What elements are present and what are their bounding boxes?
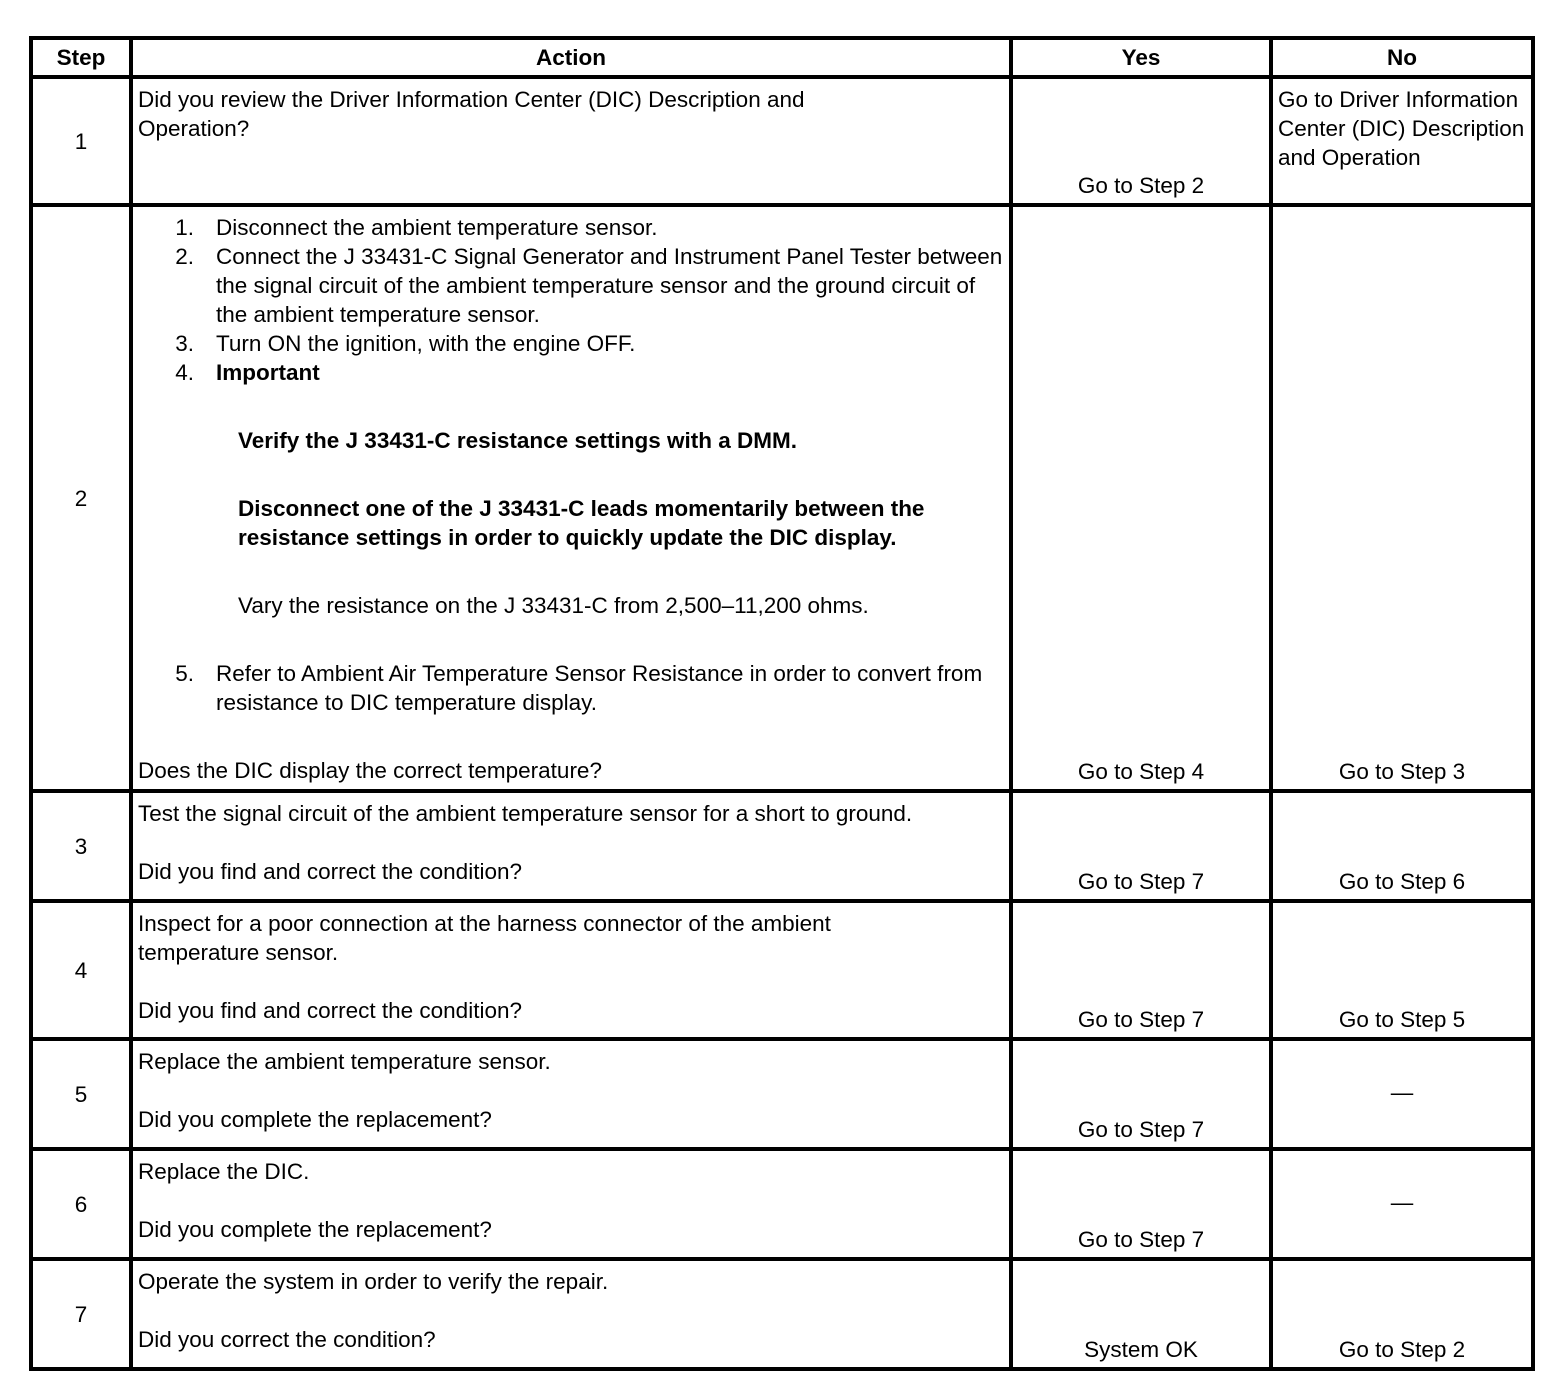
no-cell: Go to Step 2 bbox=[1271, 1259, 1533, 1369]
header-no: No bbox=[1271, 38, 1533, 77]
table-row bbox=[31, 77, 1533, 205]
important-note-1: Verify the J 33431-C resistance settings with a DMM. bbox=[238, 428, 797, 453]
no-cell: Go to Step 5 bbox=[1271, 901, 1533, 1039]
header-action: Action bbox=[131, 38, 1011, 77]
action-text: Replace the DIC. bbox=[138, 1159, 310, 1184]
step-number: 3 bbox=[31, 791, 131, 901]
list-item: 5. Refer to Ambient Air Temperature Sensor Resistance in order to convert from resistance to DIC temperature display. bbox=[175, 661, 983, 715]
table-row bbox=[31, 901, 1533, 1039]
yes-cell: System OK bbox=[1011, 1259, 1271, 1369]
action-cell bbox=[131, 1149, 1011, 1259]
header-yes: Yes bbox=[1011, 38, 1271, 77]
action-text: Did you review the Driver Information Center (DIC) Description and Operation? bbox=[138, 87, 805, 141]
question-text: Did you find and correct the condition? bbox=[138, 998, 522, 1023]
action-cell bbox=[131, 1039, 1011, 1149]
question-text: Did you find and correct the condition? bbox=[138, 859, 522, 884]
diagnostic-table bbox=[29, 36, 1535, 1371]
yes-cell: Go to Step 4 bbox=[1011, 205, 1271, 791]
table-row bbox=[31, 205, 1533, 791]
step-number: 7 bbox=[31, 1259, 131, 1369]
yes-cell: Go to Step 2 bbox=[1011, 77, 1271, 205]
yes-cell: Go to Step 7 bbox=[1011, 1039, 1271, 1149]
yes-cell: Go to Step 7 bbox=[1011, 901, 1271, 1039]
important-heading: Important bbox=[216, 360, 320, 385]
list-item: 1. Disconnect the ambient temperature sensor. bbox=[175, 215, 658, 240]
yes-cell: Go to Step 7 bbox=[1011, 791, 1271, 901]
action-text: Inspect for a poor connection at the harness connector of the ambient temperature sensor. bbox=[138, 911, 831, 965]
question-text: Did you complete the replacement? bbox=[138, 1107, 492, 1132]
vary-resistance-text: Vary the resistance on the J 33431-C from 2,500–11,200 ohms. bbox=[238, 593, 869, 618]
question-text: Did you correct the condition? bbox=[138, 1327, 436, 1352]
table-row bbox=[31, 1259, 1533, 1369]
no-cell: — bbox=[1271, 1149, 1533, 1259]
header-row bbox=[31, 38, 1533, 77]
action-text: Replace the ambient temperature sensor. bbox=[138, 1049, 551, 1074]
step-number: 2 bbox=[31, 205, 131, 791]
list-item: 4. Important bbox=[138, 358, 1005, 387]
substep-list bbox=[138, 213, 1005, 387]
step-number: 5 bbox=[31, 1039, 131, 1149]
step-number: 4 bbox=[31, 901, 131, 1039]
no-cell: — bbox=[1271, 1039, 1533, 1149]
action-cell bbox=[131, 77, 1011, 205]
action-cell bbox=[131, 901, 1011, 1039]
question-text: Did you complete the replacement? bbox=[138, 1217, 492, 1242]
action-cell bbox=[131, 1259, 1011, 1369]
important-note-2: Disconnect one of the J 33431-C leads momentarily between the resistance settings in order to quickly update the DIC display. bbox=[238, 496, 925, 550]
action-text: Test the signal circuit of the ambient temperature sensor for a short to ground. bbox=[138, 801, 913, 826]
question-text: Does the DIC display the correct temperature? bbox=[138, 758, 602, 783]
substep-list bbox=[138, 659, 1005, 717]
step-number: 1 bbox=[31, 77, 131, 205]
action-text: Operate the system in order to verify the repair. bbox=[138, 1269, 609, 1294]
action-cell bbox=[131, 791, 1011, 901]
action-cell bbox=[131, 205, 1011, 791]
no-cell: Go to Step 6 bbox=[1271, 791, 1533, 901]
yes-cell: Go to Step 7 bbox=[1011, 1149, 1271, 1259]
no-cell: Go to Step 3 bbox=[1271, 205, 1533, 791]
table-row bbox=[31, 1149, 1533, 1259]
list-item: 3. Turn ON the ignition, with the engine OFF. bbox=[175, 331, 636, 356]
no-cell: Go to Driver Information Center (DIC) Description and Operation bbox=[1271, 77, 1533, 205]
list-item: 2. Connect the J 33431-C Signal Generator and Instrument Panel Tester between the signal circuit of the ambient temperature sensor and the ground circuit of the ambient temperature sensor. bbox=[175, 244, 1003, 327]
table-row bbox=[31, 1039, 1533, 1149]
table-row bbox=[31, 791, 1533, 901]
header-step: Step bbox=[31, 38, 131, 77]
step-number: 6 bbox=[31, 1149, 131, 1259]
